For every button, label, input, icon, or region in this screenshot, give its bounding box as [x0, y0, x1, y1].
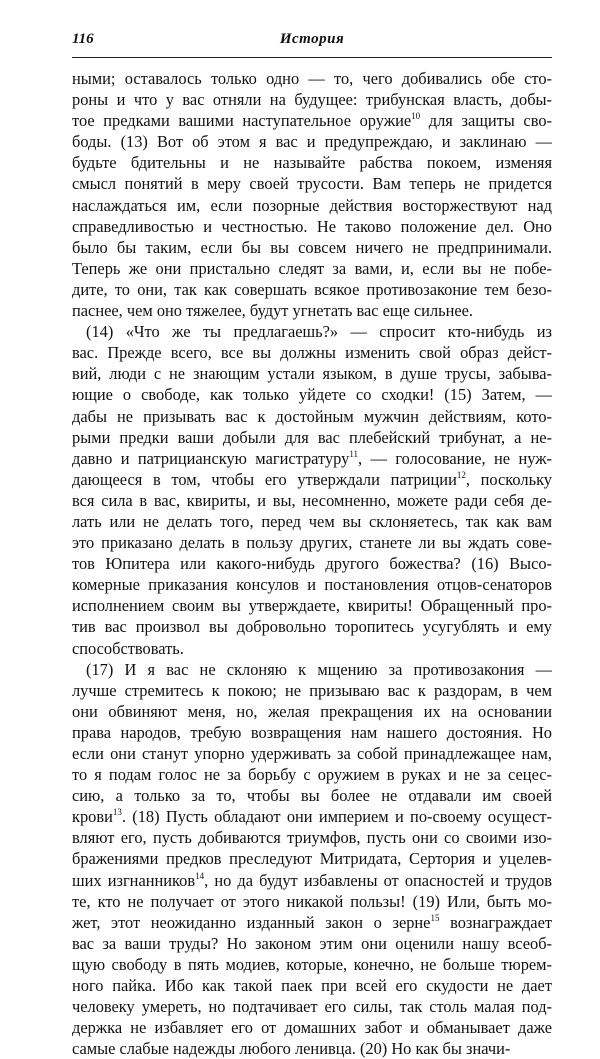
- line-text: роны и что у вас отняли на будущее: трибунская власть, добы-: [72, 90, 552, 110]
- text-line: [72, 173, 552, 194]
- header-rule: [72, 57, 552, 58]
- line-text: исполнением своим вы утверждаете, квириты! Обращенный про-: [72, 596, 552, 616]
- text-line: [72, 616, 552, 637]
- footnote-ref: 14: [195, 870, 205, 881]
- line-text: ного пайка. Ибо как такой паек при всей его скудости не дает: [72, 976, 552, 996]
- line-text-continued: вознаграждает: [439, 912, 552, 932]
- line-text: вляют его, пусть добиваются триумфов, пусть они со своими изо-: [72, 828, 552, 848]
- line-text-continued: , но да будут избавлены от опасностей и трудов: [204, 870, 552, 890]
- text-line: [72, 722, 552, 743]
- text-line: [72, 933, 552, 954]
- text-line: [72, 216, 552, 237]
- line-text: права народов, требую возвращения нам нашего достояния. Но: [72, 722, 552, 742]
- line-text: щую свободу в пять модиев, которые, конечно, не больше тюрем-: [72, 954, 552, 974]
- text-line: [72, 195, 552, 216]
- line-text: лучше стремитесь к покою; не призываю вас к раздорам, в чем: [72, 680, 552, 700]
- text-line: [72, 532, 552, 553]
- text-line: [72, 701, 552, 722]
- line-text: бражениями предков преследуют Митридата, Сертория и уцелев-: [72, 849, 552, 869]
- text-line: [72, 954, 552, 975]
- text-line: [72, 406, 552, 427]
- text-line: [72, 448, 552, 469]
- line-text: самые слабые надежды любого ленивца. (20) Но как бы значи-: [72, 1039, 511, 1059]
- line-text: тов Юпитера или какого-нибудь другого божества? (16) Высо-: [72, 554, 552, 574]
- text-line: [72, 638, 552, 659]
- running-title: История: [279, 31, 345, 47]
- line-text: давно и патрицианскую магистратуру: [72, 448, 350, 468]
- page-number: 116: [72, 31, 94, 47]
- line-text: это приказано делать в пользу других, станете ли вы ждать сове-: [72, 533, 552, 553]
- line-text: будьте бдительны и не называйте рабства покоем, изменяя: [72, 153, 552, 173]
- text-line: [72, 996, 552, 1017]
- line-text: комерные приказания консулов и постановления отцов-сенаторов: [72, 575, 552, 595]
- text-line: [72, 764, 552, 785]
- text-line: [72, 237, 552, 258]
- text-line: [72, 321, 552, 342]
- footnote-ref: 13: [112, 807, 122, 818]
- text-line: [72, 553, 552, 574]
- line-text: то я подам голос не за борьбу с оружием в руках и не за сецес-: [72, 765, 552, 785]
- line-text: человеку умереть, но подтачивает его силы, так столь малая под-: [72, 997, 552, 1017]
- line-text: справедливостью и честностью. Не таково положение дел. Оно: [72, 216, 552, 236]
- text-line: [72, 975, 552, 996]
- text-line: [72, 891, 552, 912]
- body-text: [72, 68, 552, 1059]
- text-line: [72, 279, 552, 300]
- line-text: ными; оставалось только одно — то, чего добивались обе сто-: [72, 69, 552, 88]
- line-text: ших изгнанников: [72, 870, 196, 890]
- line-text: они обвиняют меня, но, желая прекращения их на основании: [72, 701, 552, 721]
- line-text-continued: . (18) Пусть обладают они империем и по-своему осущест-: [121, 807, 552, 827]
- line-text: боды. (13) Вот об этом я вас и предупреждаю, и заклинаю —: [72, 132, 552, 152]
- text-line: [72, 363, 552, 384]
- text-line: [72, 659, 552, 680]
- line-text: если они станут упорно удерживать за собой принадлежащее нам,: [72, 744, 552, 763]
- text-line: [72, 827, 552, 848]
- line-text: наслаждаться им, если позорные действия восторжествуют над: [72, 195, 552, 215]
- text-line: [72, 870, 552, 891]
- text-line: [72, 300, 552, 321]
- text-line: [72, 806, 552, 827]
- line-text: рыми предки ваши добыли для вас плебейский трибунат, а не-: [72, 427, 552, 447]
- line-text: вий, люди с не знающим устали языком, в душе трусы, забыва-: [72, 364, 552, 384]
- text-line: [72, 511, 552, 532]
- line-text: держка не избавляет его от домашних забот и обманывает даже: [72, 1018, 552, 1038]
- footnote-ref: 10: [411, 111, 421, 122]
- line-text: те, кто не получает от этого никакой пользы! (19) Или, быть мо-: [72, 891, 552, 911]
- line-text-continued: , поскольку: [465, 469, 552, 489]
- line-text-continued: для защиты сво-: [420, 111, 552, 131]
- text-line: [72, 68, 552, 89]
- text-line: [72, 384, 552, 405]
- line-text: (14) «Что же ты предлагаешь?» — спросит кто-нибудь из: [86, 322, 552, 342]
- line-text: сию, а только за то, чтобы вы более не отдавали им своей: [72, 786, 552, 806]
- line-text: дабы не призывать вас к достойным мужчин действиям, кото-: [72, 406, 552, 426]
- line-text: тив вас произвол вы добровольно торопитесь усугублять и ему: [72, 617, 552, 637]
- line-text: было бы таким, если бы вы совсем ничего не предпринимали.: [72, 237, 552, 257]
- paragraph: [72, 321, 552, 659]
- text-line: [72, 110, 552, 131]
- line-text: лать или не делать того, перед чем вы склоняетесь, так как вам: [72, 511, 552, 531]
- text-line: [72, 595, 552, 616]
- text-line: [72, 342, 552, 363]
- text-line: [72, 258, 552, 279]
- text-line: [72, 680, 552, 701]
- text-line: [72, 490, 552, 511]
- paragraph: [72, 68, 552, 321]
- line-text: смысл понятий в меру своей трусости. Вам теперь не придется: [72, 174, 552, 194]
- line-text: дите, то они, так как совершать всякое противозаконие тем безо-: [72, 279, 552, 299]
- text-line: [72, 743, 552, 764]
- footnote-ref: 11: [349, 448, 359, 459]
- text-line: [72, 1017, 552, 1038]
- text-line: [72, 785, 552, 806]
- line-text: (17) И я вас не склоняю к мщению за противозакония —: [86, 659, 552, 679]
- text-line: [72, 1038, 552, 1059]
- line-text: Теперь же они пристально следят за вами, и, если вы не побе-: [72, 258, 552, 278]
- line-text: способствовать.: [72, 638, 184, 658]
- footnote-ref: 15: [430, 912, 440, 923]
- line-text: вся сила в вас, квириты, и вы, несомненно, можете ради себя де-: [72, 490, 552, 510]
- line-text-continued: , — голосование, не нуж-: [358, 448, 552, 468]
- page-header: [72, 31, 552, 55]
- text-line: [72, 427, 552, 448]
- line-text: паснее, чем оно тяжелее, будут угнетать вас еще сильнее.: [72, 301, 474, 321]
- line-text: дающееся в том, чтобы его утверждали патриции: [72, 469, 457, 489]
- line-text: жет, этот неожиданно изданный закон о зерне: [72, 912, 431, 932]
- paragraph: [72, 659, 552, 1059]
- line-text: ющие о свободе, как только уйдете со сходки! (15) Затем, —: [72, 385, 552, 405]
- line-text: вас за ваши труды? Но законом этим они оценили нашу всеоб-: [72, 933, 552, 953]
- line-text: крови: [72, 807, 113, 827]
- text-line: [72, 574, 552, 595]
- text-line: [72, 912, 552, 933]
- text-line: [72, 89, 552, 110]
- line-text: вас. Прежде всего, все вы должны изменить свой образ дейст-: [72, 343, 552, 363]
- line-text: тое предками вашими наступательное оружие: [72, 111, 412, 131]
- text-line: [72, 848, 552, 869]
- text-line: [72, 131, 552, 152]
- footnote-ref: 12: [456, 469, 466, 480]
- text-line: [72, 469, 552, 490]
- text-line: [72, 152, 552, 173]
